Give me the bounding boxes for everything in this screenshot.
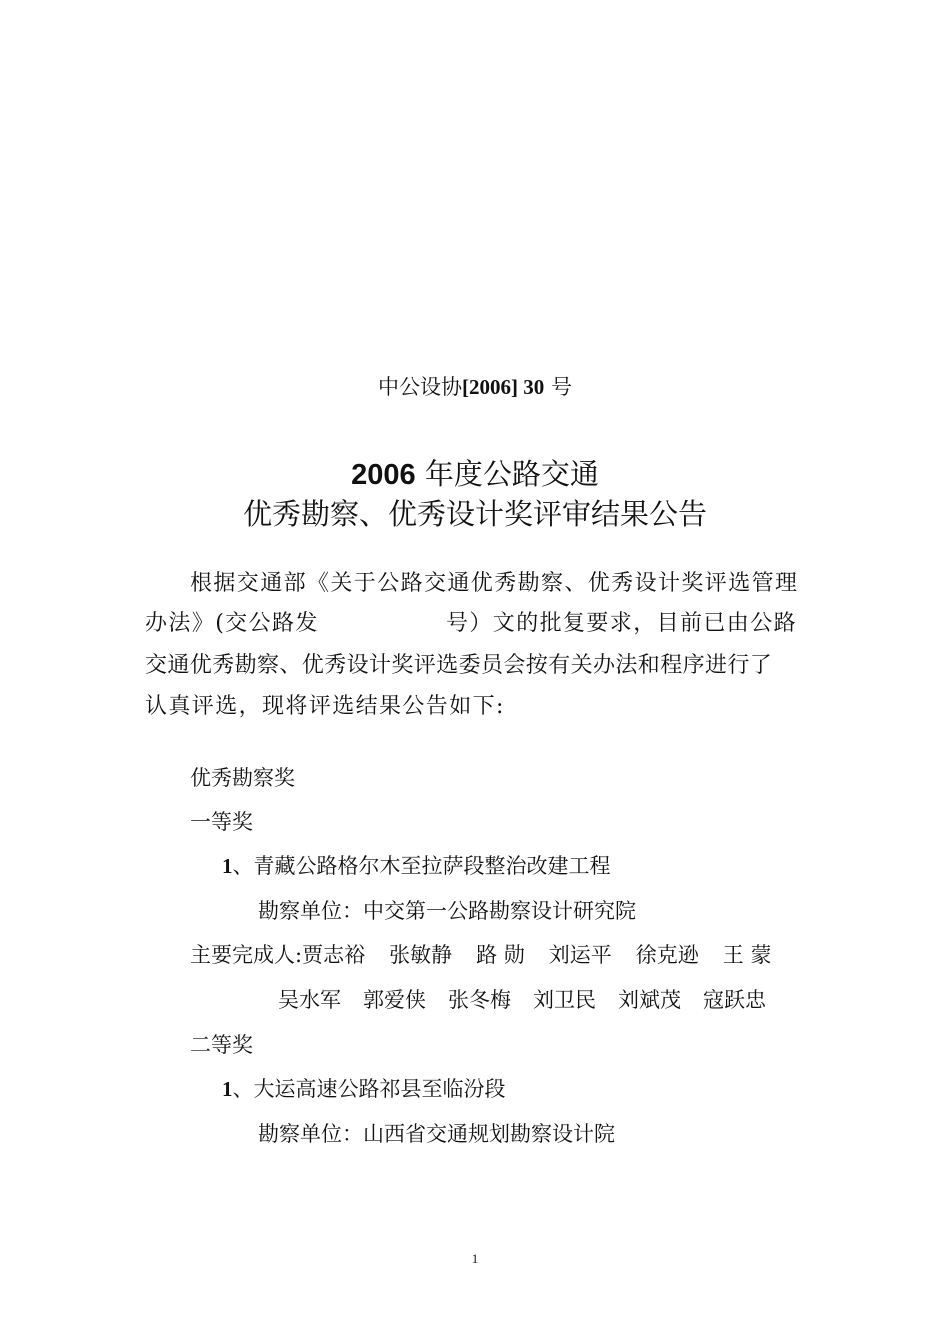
intro-line-3: 交通优秀勘察、优秀设计奖评选委员会按有关办法和程序进行了 — [145, 653, 773, 678]
page-number: 1 — [471, 1251, 479, 1266]
title-line1-text: 年度公路交通 — [415, 457, 599, 491]
first-prize-heading: 一等奖 — [190, 810, 253, 834]
document-number — [0, 371, 950, 401]
contributor-name: 吴水军 — [278, 988, 341, 1012]
title-year: 2006 — [351, 459, 416, 491]
award-category: 优秀勘察奖 — [190, 766, 295, 790]
intro-line-2 — [145, 606, 807, 637]
second-prize-heading: 二等奖 — [190, 1033, 253, 1057]
item-title: 、青藏公路格尔木至拉萨段整治改建工程 — [232, 854, 611, 878]
item-number: 1 — [222, 1077, 233, 1101]
contributor-name: 刘运平 — [548, 943, 612, 967]
item-number: 1 — [222, 854, 233, 878]
intro-line-4: 认真评选，现将评选结果公告如下: — [145, 694, 505, 719]
contributor-name: 郭爱侠 — [363, 988, 426, 1012]
item-title: 、大运高速公路祁县至临汾段 — [232, 1077, 506, 1101]
doc-prefix: 中公设协 — [378, 375, 463, 399]
title-line-2: 优秀勘察、优秀设计奖评审结果公告 — [242, 497, 707, 531]
intro-line-2-start: 办法》(交公路发 — [145, 611, 319, 636]
main-contributors-row-2 — [278, 984, 766, 1014]
contributor-name: 刘斌茂 — [618, 988, 681, 1012]
contributor-name: 张敏静 — [389, 943, 453, 967]
contributor-name: 王 蒙 — [722, 943, 772, 967]
intro-line-2-end: 号）文的批复要求，目前已由公路 — [446, 611, 798, 636]
intro-line-1: 根据交通部《关于公路交通优秀勘察、优秀设计奖评选管理 — [190, 571, 799, 596]
main-contributors-label: 主要完成人: — [190, 943, 303, 967]
contributor-name: 刘卫民 — [533, 988, 596, 1012]
contributor-name: 张冬梅 — [448, 988, 511, 1012]
contributor-name: 路 勋 — [476, 943, 525, 967]
first-prize-item — [222, 850, 611, 880]
doc-suffix: 号 — [544, 375, 572, 399]
second-prize-item — [222, 1073, 506, 1103]
contributor-name: 寇跃忠 — [703, 988, 766, 1012]
contributor-name: 徐克逊 — [635, 943, 699, 967]
first-prize-unit: 勘察单位：中交第一公路勘察设计研究院 — [258, 899, 636, 923]
doc-number: [2006] 30 — [462, 375, 545, 399]
title-line-1 — [0, 452, 950, 493]
main-contributors-row-1 — [190, 939, 771, 969]
second-prize-unit: 勘察单位：山西省交通规划勘察设计院 — [258, 1122, 615, 1146]
contributor-name: 贾志裕 — [302, 943, 366, 967]
